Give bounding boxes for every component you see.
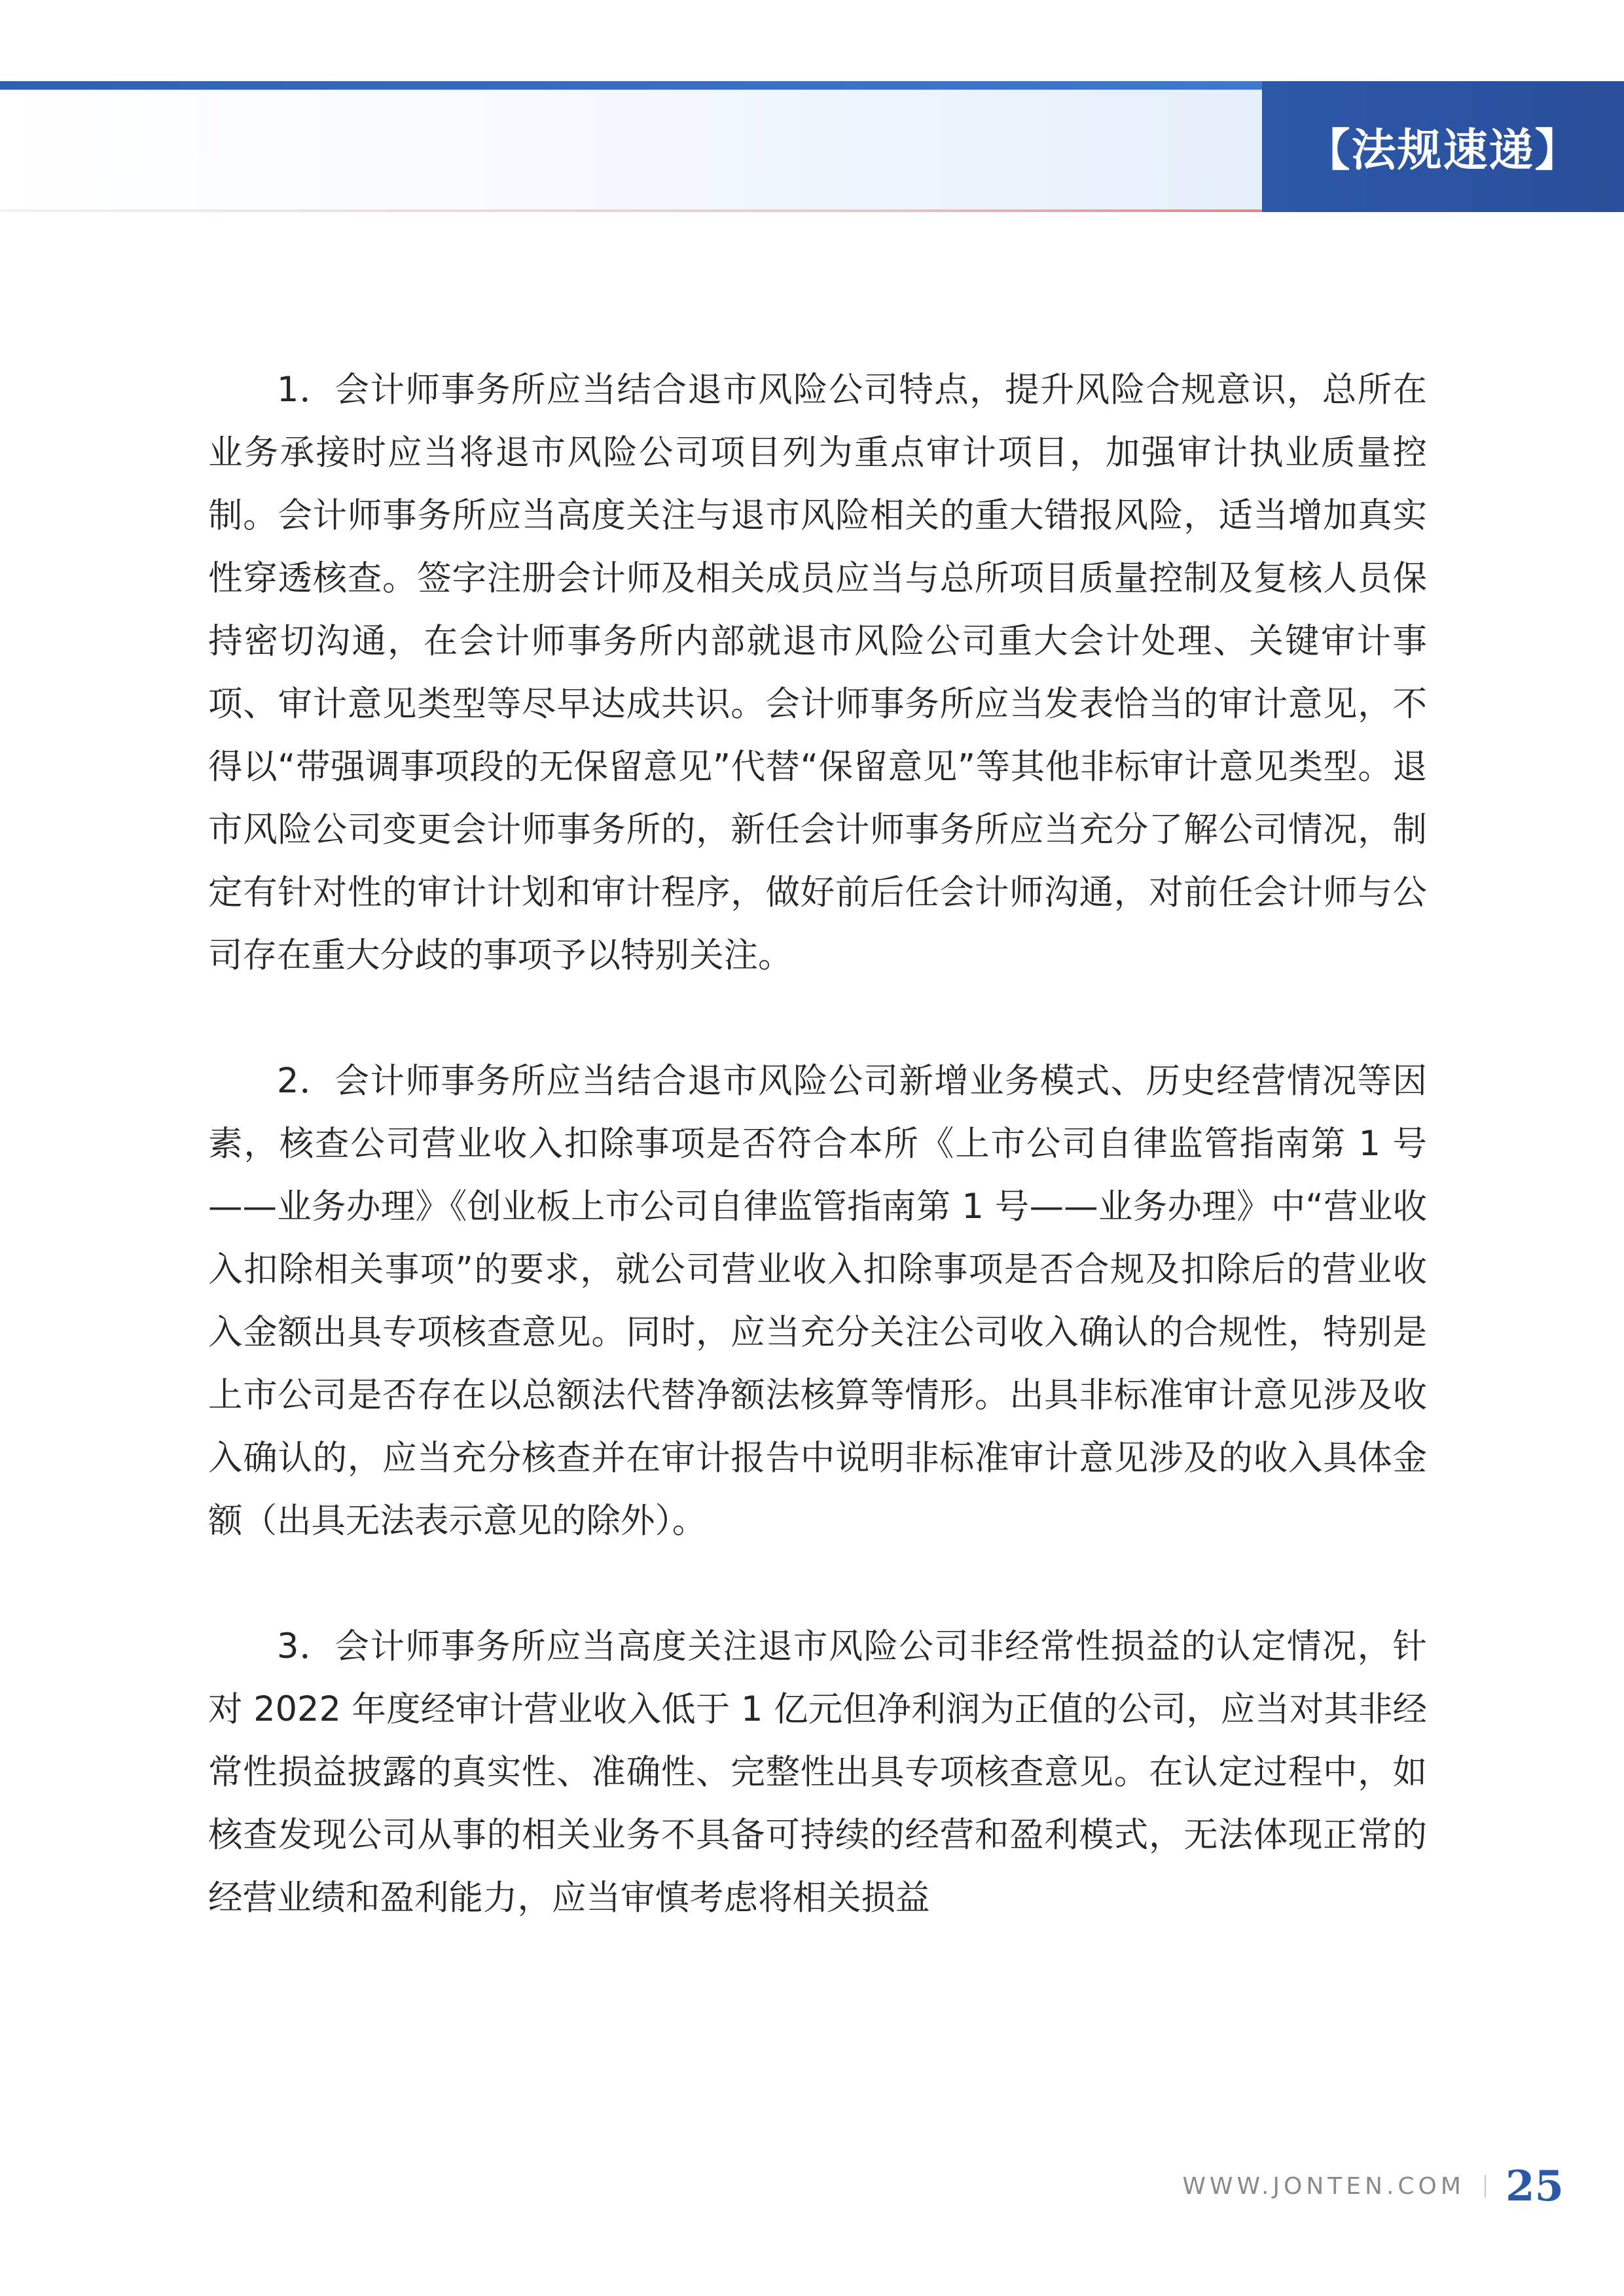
footer-divider bbox=[1485, 2175, 1486, 2197]
paragraph-2: 2．会计师事务所应当结合退市风险公司新增业务模式、历史经营情况等因素，核查公司营业收入扣除事项是否符合本所《上市公司自律监管指南第 1 号——业务办理》《创业板上市公司自律监管指南第 1 号——业务办理》中“营业收入扣除相关事项”的要求，就公司营业收入扣除事项是否合规及扣除后的营业收入金额出具专项核查意见。同时，应当充分关注公司收入确认的合规性，特别是上市公司是否存在以总额法代替净额法核算等情形。出具非标准审计意见涉及收入确认的，应当充分核查并在审计报告中说明非标准审计意见涉及的收入具体金额（出具无法表示意见的除外）。 bbox=[208, 1061, 1427, 1541]
paragraph-1: 1．会计师事务所应当结合退市风险公司特点，提升风险合规意识，总所在业务承接时应当将退市风险公司项目列为重点审计项目，加强审计执业质量控制。会计师事务所应当高度关注与退市风险相关的重大错报风险，适当增加真实性穿透核查。签字注册会计师及相关成员应当与总所项目质量控制及复核人员保持密切沟通，在会计师事务所内部就退市风险公司重大会计处理、关键审计事项、审计意见类型等尽早达成共识。会计师事务所应当发表恰当的审计意见，不得以“带强调事项段的无保留意见”代替“保留意见”等其他非标审计意见类型。退市风险公司变更会计师事务所的，新任会计师事务所应当充分了解公司情况，制定有针对性的审计计划和审计程序，做好前后任会计师沟通，对前任会计师与公司存在重大分歧的事项予以特别关注。 bbox=[208, 370, 1427, 975]
paragraph-3: 3．会计师事务所应当高度关注退市风险公司非经常性损益的认定情况，针对 2022 年度经审计营业收入低于 1 亿元但净利润为正值的公司，应当对其非经常性损益披露的真实性、准确性、完整性出具专项核查意见。在认定过程中，如核查发现公司从事的相关业务不具备可持续的经营和盈利模式，无法体现正常的经营业绩和盈利能力，应当审慎考虑将相关损益 bbox=[208, 1626, 1427, 1918]
page-header bbox=[0, 81, 1624, 212]
page-footer bbox=[1182, 2160, 1564, 2212]
website-url: WWW.JONTEN.COM bbox=[1182, 2172, 1465, 2200]
header-top-rule bbox=[0, 81, 1262, 90]
section-tag: 【法规速递】 bbox=[1305, 124, 1581, 177]
article-body bbox=[208, 359, 1427, 1992]
page-number: 25 bbox=[1505, 2161, 1564, 2211]
header-bottom-rule bbox=[0, 209, 1262, 212]
header-band bbox=[0, 90, 1262, 210]
section-tag-box bbox=[1262, 81, 1624, 212]
